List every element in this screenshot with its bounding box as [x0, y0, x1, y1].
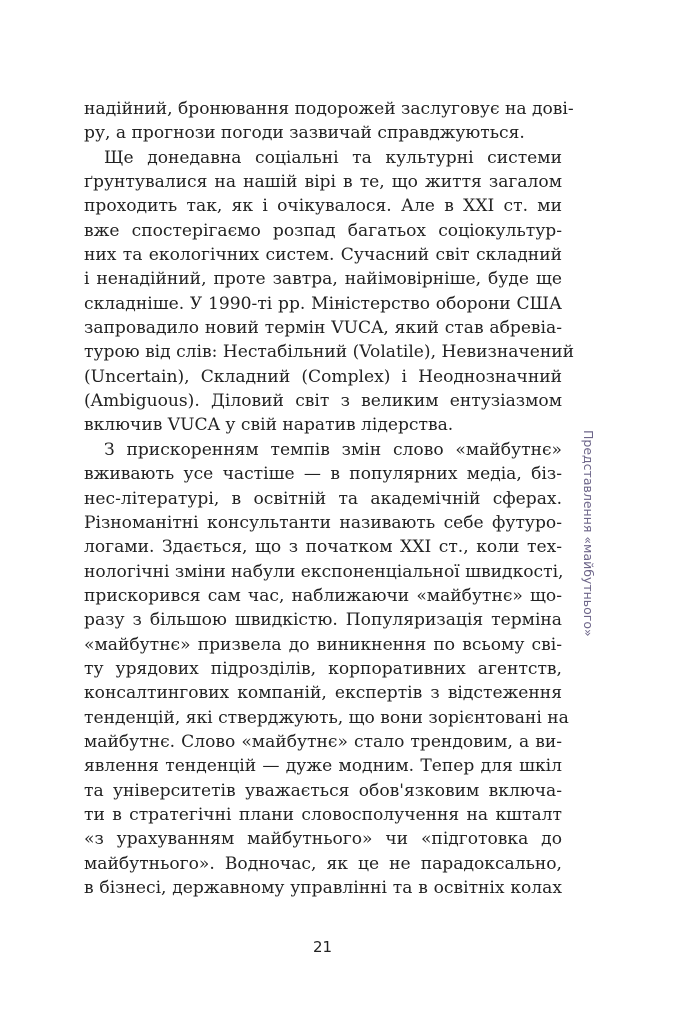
text-line: разу з більшою швидкістю. Популяризація терміна: [84, 610, 562, 631]
text-line: консалтингових компаній, експертів з відстеження: [84, 683, 562, 704]
text-line: майбутнє. Слово «майбутнє» стало трендовим, а ви-: [84, 731, 562, 752]
text-line: них та екологічних систем. Сучасний світ складний: [84, 245, 562, 266]
text-line: ту урядових підрозділів, корпоративних агентств,: [84, 658, 562, 679]
text-line: та університетів уважається обов'язковим включа-: [84, 780, 562, 801]
text-line: явлення тенденцій — дуже модним. Тепер для шкіл: [84, 756, 562, 777]
text-line: нес-літературі, в освітній та академічній сферах.: [84, 488, 562, 509]
text-line: нологічні зміни набули експоненціальної швидкості,: [84, 561, 564, 582]
text-line: «майбутнє» призвела до виникнення по всьому сві-: [84, 634, 562, 655]
paragraph-start-line: З прискоренням темпів змін слово «майбутнє»: [104, 439, 562, 460]
text-line: надійний, бронювання подорожей заслуговує на дові-: [84, 99, 574, 119]
text-line: включив VUCA у свій наратив лідерства.: [84, 415, 454, 436]
running-head: Представлення «майбутнього»: [581, 430, 596, 637]
text-line: майбутнього». Водночас, як це не парадоксально,: [84, 853, 562, 874]
text-line: прискорився сам час, наближаючи «майбутнє» що-: [84, 585, 562, 606]
text-line: (Ambiguous). Діловий світ з великим ентузіазмом: [84, 391, 562, 412]
text-line: складніше. У 1990-ті рр. Міністерство оборони США: [84, 293, 562, 314]
text-line: в бізнесі, державному управлінні та в освітніх колах: [84, 878, 562, 898]
text-line: Різноманітні консультанти називають себе футуро-: [84, 512, 562, 533]
paragraph-start-line: Ще донедавна соціальні та культурні системи: [104, 147, 562, 168]
text-line: запровадило новий термін VUCA, який став абревіа-: [84, 318, 562, 339]
text-line: «з урахуванням майбутнього» чи «підготовка до: [84, 829, 562, 850]
text-line: проходить так, як і очікувалося. Але в XXI ст. ми: [84, 196, 562, 217]
text-line: (Uncertain), Складний (Complex) і Неоднозначний: [84, 366, 562, 387]
text-line: тенденцій, які стверджують, що вони зорієнтовані на: [84, 707, 569, 728]
text-line: логами. Здається, що з початком XXI ст., коли тех-: [84, 537, 562, 558]
text-line: турою від слів: Нестабільний (Volatile), Невизначений: [84, 342, 575, 363]
body-text: [84, 97, 575, 900]
text-line: і ненадійний, проте завтра, найімовірніше, буде ще: [84, 269, 562, 290]
text-line: ти в стратегічні плани словосполучення на кшталт: [84, 804, 562, 825]
text-line: вже спостерігаємо розпад багатьох соціокультур-: [84, 220, 562, 241]
text-line: вживають усе частіше — в популярних медіа, біз-: [84, 464, 562, 485]
text-line: ру, а прогнози погоди зазвичай справджуються.: [84, 123, 525, 144]
page-number: 21: [312, 938, 333, 956]
text-line: ґрунтувалися на нашій вірі в те, що життя загалом: [84, 172, 562, 193]
